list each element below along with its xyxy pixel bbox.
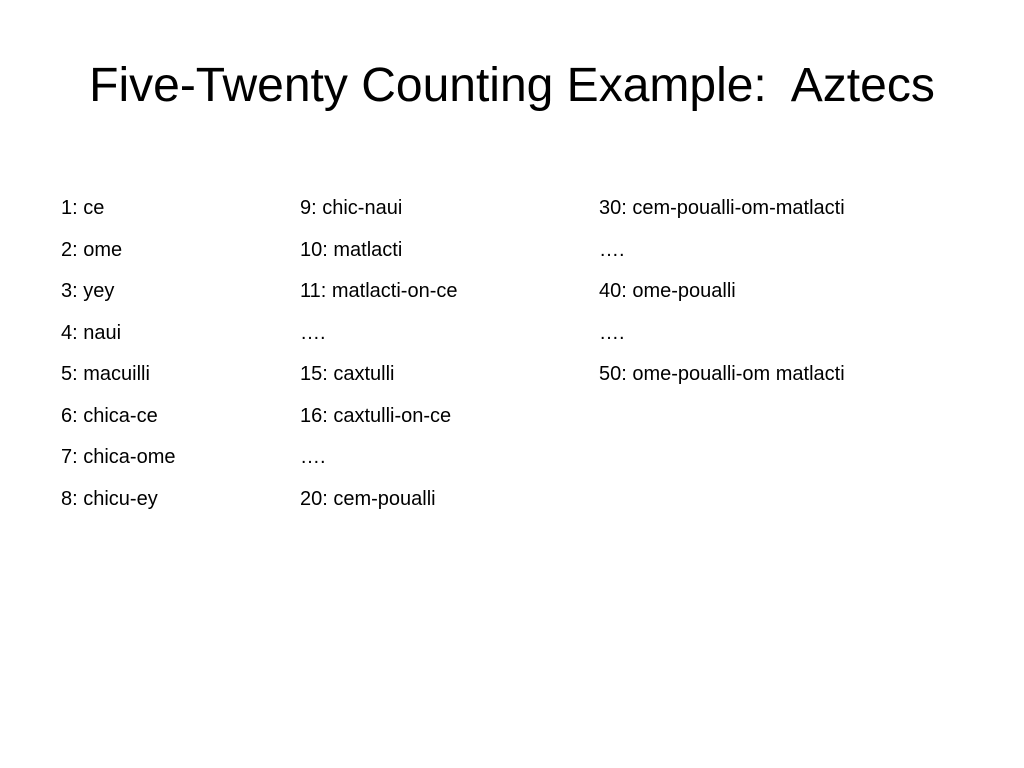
slide-title: Five-Twenty Counting Example: Aztecs	[89, 59, 935, 112]
numeral-entry: 5: macuilli	[61, 363, 150, 385]
numeral-entry: 4: naui	[61, 321, 122, 344]
numeral-column-1	[61, 188, 176, 520]
numeral-entry: 6: chica-ce	[61, 404, 158, 427]
numeral-entry: 50: ome-poualli-om matlacti	[599, 363, 845, 385]
numeral-entry: 11: matlacti-on-ce	[300, 280, 458, 302]
ellipsis-entry: ….	[599, 321, 625, 344]
ellipsis-entry: ….	[300, 446, 326, 468]
numeral-entry: 30: cem-poualli-om-matlacti	[599, 197, 845, 219]
numeral-column-3	[599, 188, 845, 396]
numeral-entry: 10: matlacti	[300, 238, 403, 261]
numeral-entry: 15: caxtulli	[300, 363, 395, 385]
ellipsis-entry: ….	[599, 238, 625, 261]
numeral-entry: 3: yey	[61, 280, 115, 302]
numeral-entry: 40: ome-poualli	[599, 280, 736, 302]
numeral-entry: 7: chica-ome	[61, 446, 176, 468]
numeral-entry: 9: chic-naui	[300, 197, 403, 219]
numeral-column-2	[300, 188, 457, 520]
numeral-entry: 8: chicu-ey	[61, 487, 158, 510]
ellipsis-entry: ….	[300, 321, 326, 344]
numeral-entry: 20: cem-poualli	[300, 487, 436, 510]
numeral-entry: 16: caxtulli-on-ce	[300, 404, 452, 427]
numeral-entry: 1: ce	[61, 197, 105, 219]
numeral-entry: 2: ome	[61, 238, 123, 261]
